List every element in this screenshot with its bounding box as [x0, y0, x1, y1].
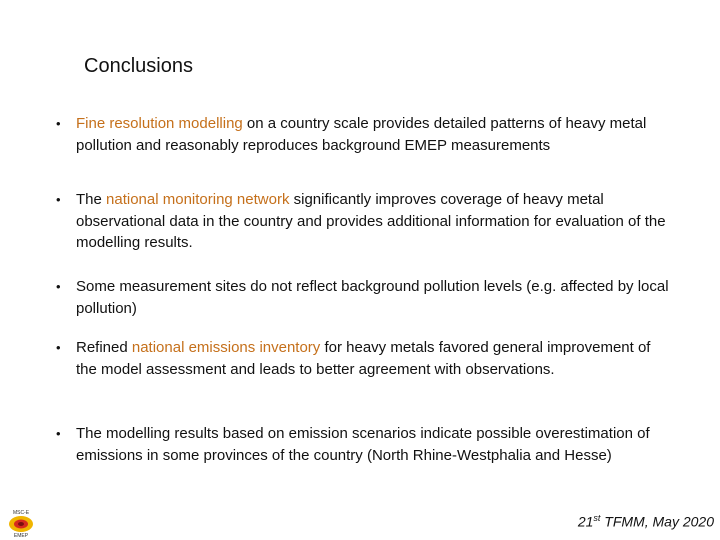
bullet-text: significantly improves coverage of heavy metal observational data in the country and provides additional information for evaluation of the modelling results.: [76, 191, 666, 251]
bullet-text: The modelling results based on emission scenarios indicate possible overestimation of emissions in some provinces of the country (North Rhine-Westphalia and Hesse): [76, 425, 650, 464]
slide-title: Conclusions: [84, 55, 193, 77]
list-item: [56, 337, 671, 380]
msce-logo-icon: [4, 508, 38, 538]
bullet-dot-icon: •: [56, 116, 61, 131]
footer-event-label: 21st TFMM, May 2020: [577, 513, 714, 530]
bullet-text: Some measurement sites do not reflect background pollution levels (e.g. affected by local pollution): [76, 278, 669, 317]
bullet-text: The: [76, 191, 107, 208]
bullet-dot-icon: •: [56, 279, 61, 294]
bullet-highlight: national emissions inventory: [131, 339, 321, 356]
list-item: [56, 189, 671, 254]
bullet-text: for heavy metals favored general improvement of the model assessment and leads to better agreement with observations.: [76, 339, 651, 378]
bullet-text: on a country scale provides detailed patterns of heavy metal pollution and reasonably reproduces background EMEP measurements: [76, 115, 647, 154]
bullet-dot-icon: •: [56, 340, 61, 355]
bullet-dot-icon: •: [56, 192, 61, 207]
bullet-highlight: national monitoring network: [106, 191, 290, 208]
bullet-highlight: Fine resolution modelling: [76, 115, 243, 132]
list-item: [56, 113, 671, 156]
list-item: [56, 276, 671, 319]
bullet-dot-icon: •: [56, 426, 61, 441]
svg-text:EMEP: EMEP: [13, 533, 29, 538]
svg-text:MSC-E: MSC-E: [12, 510, 30, 516]
bullet-text: Refined: [76, 339, 132, 356]
list-item: [56, 423, 671, 466]
